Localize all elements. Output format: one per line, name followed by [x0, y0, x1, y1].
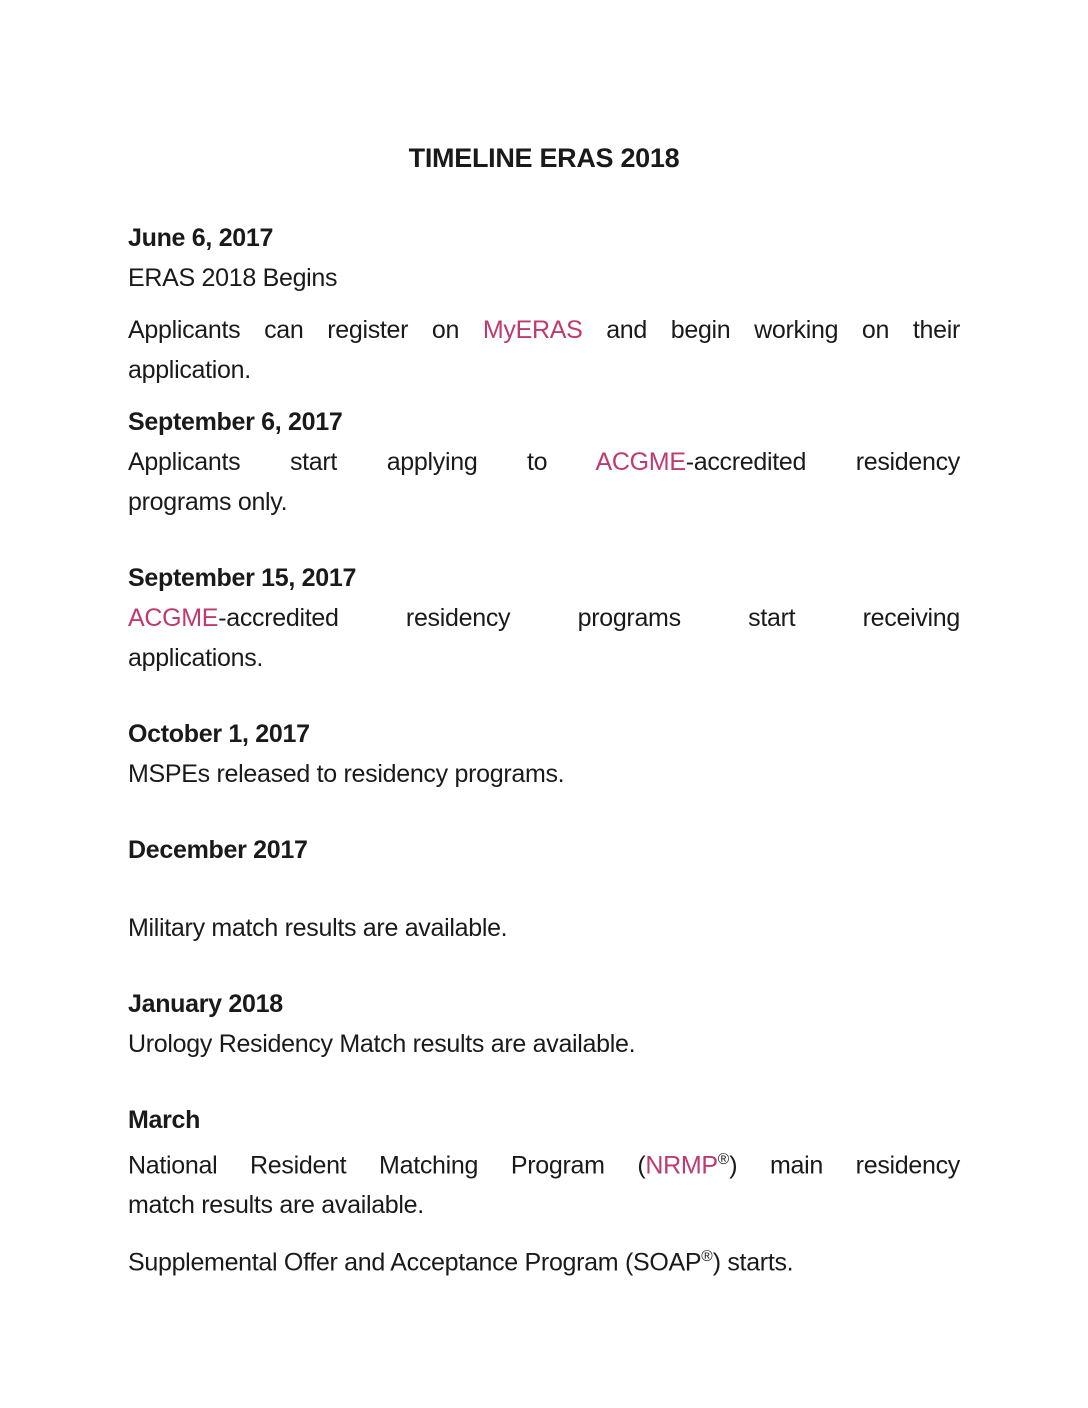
text-line [128, 638, 960, 678]
section-january-2018 [128, 984, 960, 1064]
section-september-6-2017 [128, 402, 960, 522]
text-line [128, 1140, 960, 1185]
paragraph [128, 754, 960, 794]
text-segment: ERAS 2018 Begins [128, 264, 338, 292]
text-segment: -accredited residency [685, 448, 960, 476]
section-heading: September 6, 2017 [128, 408, 343, 436]
text-segment: ) main residency [729, 1151, 960, 1180]
text-line [128, 482, 960, 522]
section-march [128, 1100, 960, 1283]
text-line [128, 350, 960, 390]
document-body [128, 218, 960, 1283]
section-heading: October 1, 2017 [128, 720, 310, 748]
text-segment: Supplemental Offer and Acceptance Program (SOAP [128, 1248, 702, 1277]
section-heading: December 2017 [128, 836, 308, 864]
section-june-6-2017 [128, 218, 960, 390]
paragraph [128, 1140, 960, 1225]
section-heading: June 6, 2017 [128, 224, 274, 252]
text-line [128, 442, 960, 482]
text-line [128, 258, 960, 298]
accent-link-text[interactable]: ACGME [595, 448, 686, 476]
paragraph [128, 310, 960, 390]
accent-link-text[interactable]: MyERAS [482, 316, 583, 344]
text-line [128, 1185, 960, 1225]
text-segment: Urology Residency Match results are available. [128, 1030, 636, 1058]
accent-link-text[interactable]: ACGME [128, 604, 219, 632]
text-segment: programs only. [128, 488, 288, 516]
text-segment: Applicants can register on [128, 316, 483, 344]
section-september-15-2017 [128, 558, 960, 678]
text-segment: application. [128, 356, 251, 384]
text-line [128, 598, 960, 638]
paragraph [128, 598, 960, 678]
document-title: TIMELINE ERAS 2018 [408, 143, 680, 173]
section-heading: January 2018 [128, 990, 283, 1018]
text-segment: ) starts. [712, 1248, 794, 1277]
text-segment: and begin working on their [582, 316, 960, 344]
text-line [128, 754, 960, 794]
paragraph [128, 1024, 960, 1064]
text-line [128, 908, 960, 948]
text-segment: Applicants start applying to [128, 448, 596, 476]
paragraph [128, 1237, 960, 1282]
text-segment: MSPEs released to residency programs. [128, 760, 565, 788]
text-segment: match results are available. [128, 1191, 424, 1220]
text-line [128, 310, 960, 350]
paragraph [128, 908, 960, 948]
section-heading: March [128, 1106, 201, 1134]
paragraph [128, 258, 960, 298]
text-segment: -accredited residency programs start receiving [218, 604, 960, 632]
section-heading: September 15, 2017 [128, 564, 357, 592]
text-segment: Military match results are available. [128, 914, 508, 942]
section-december-2017 [128, 830, 960, 948]
accent-link-text[interactable]: NRMP [645, 1151, 718, 1180]
paragraph [128, 442, 960, 522]
text-segment: ® [701, 1248, 713, 1266]
text-segment: applications. [128, 644, 264, 672]
section-october-1-2017 [128, 714, 960, 794]
text-line [128, 1024, 960, 1064]
text-line [128, 1237, 960, 1282]
text-segment: National Resident Matching Program ( [128, 1151, 646, 1180]
text-segment: ® [717, 1151, 730, 1168]
